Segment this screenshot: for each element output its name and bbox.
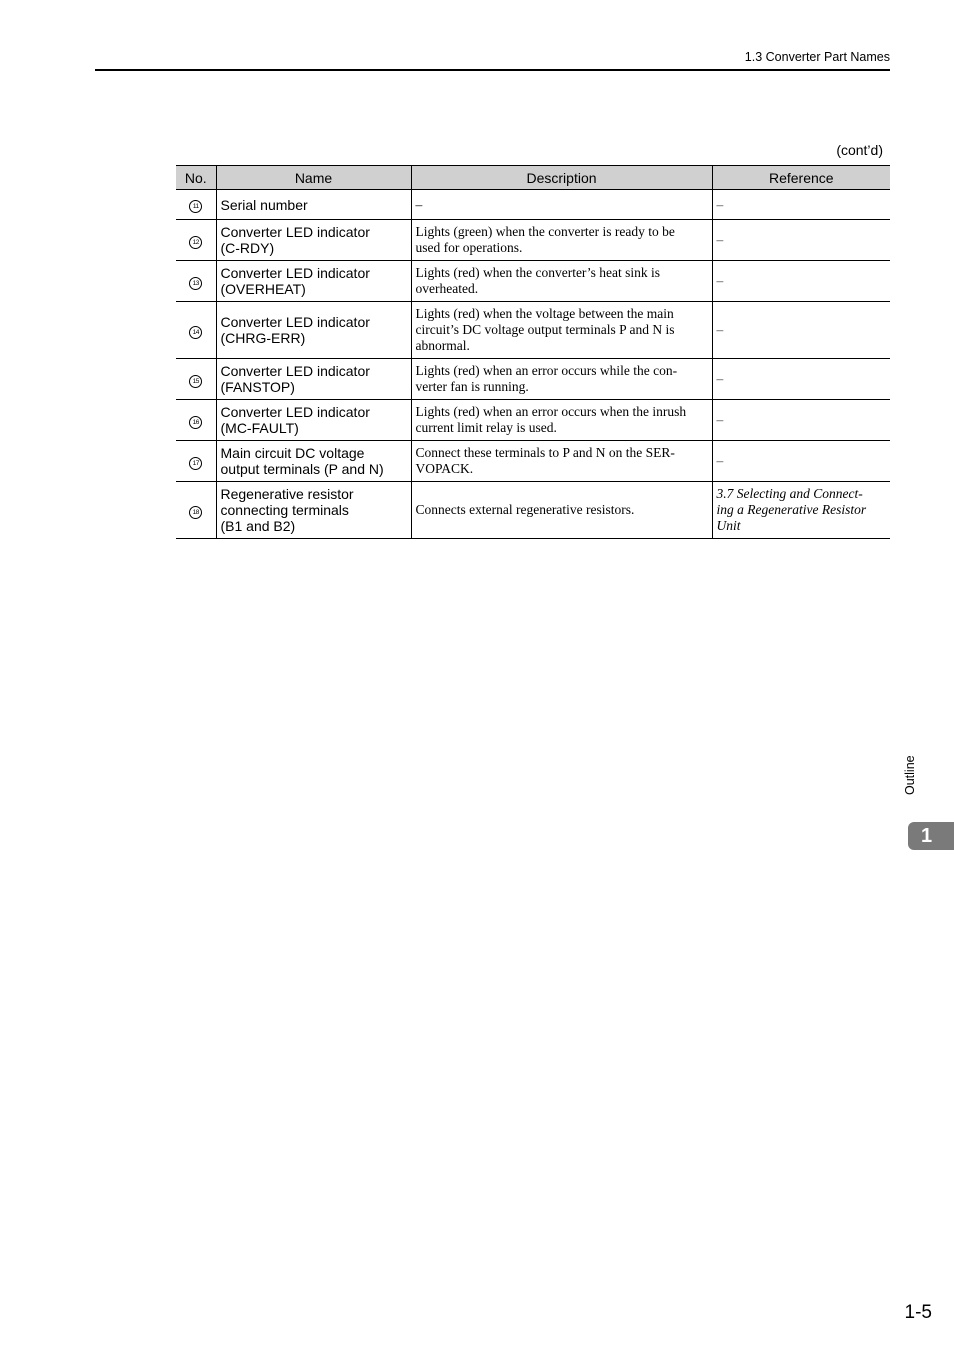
parts-table [176, 165, 890, 539]
description-cell [411, 190, 712, 220]
row-number-cell [176, 261, 216, 302]
name-cell-line: Converter LED indicator [220, 404, 370, 420]
table-row [176, 400, 890, 441]
col-header-description: Description [411, 166, 712, 190]
section-header: 1.3 Converter Part Names [744, 50, 890, 64]
name-cell-line: Converter LED indicator [220, 224, 370, 240]
col-header-name: Name [216, 166, 411, 190]
name-cell [216, 190, 411, 220]
table-row [176, 190, 890, 220]
reference-cell-line: ing a Regenerative Resistor [716, 502, 867, 517]
description-cell-line: Lights (red) when an error occurs while the con- [415, 363, 678, 378]
circled-number: 17 [189, 457, 202, 470]
reference-cell-line: – [716, 371, 724, 386]
reference-cell-line: – [716, 322, 724, 337]
row-number-cell [176, 220, 216, 261]
col-header-no: No. [176, 166, 216, 190]
circled-number: 14 [189, 326, 202, 339]
name-cell [216, 441, 411, 482]
name-cell-line: Main circuit DC voltage [220, 445, 365, 461]
reference-cell-line: – [716, 273, 724, 288]
row-number-cell [176, 359, 216, 400]
reference-cell [712, 302, 890, 359]
name-cell-line: Regenerative resistor [220, 486, 354, 502]
description-cell-line: circuit’s DC voltage output terminals P and N is [415, 322, 675, 337]
name-cell-line: output terminals (P and N) [220, 461, 384, 477]
name-cell [216, 482, 411, 539]
table-row [176, 359, 890, 400]
description-cell-line: Connect these terminals to P and N on the SER- [415, 445, 675, 460]
reference-cell [712, 220, 890, 261]
row-number-cell [176, 302, 216, 359]
circled-number: 11 [189, 200, 202, 213]
circled-number: 13 [189, 277, 202, 290]
name-cell [216, 302, 411, 359]
description-cell-line: Connects external regenerative resistors. [415, 502, 635, 517]
description-cell-line: current limit relay is used. [415, 420, 557, 435]
name-cell-line: Converter LED indicator [220, 314, 370, 330]
row-number-cell [176, 482, 216, 539]
name-cell-line: (FANSTOP) [220, 379, 295, 395]
table-row [176, 441, 890, 482]
name-cell [216, 400, 411, 441]
description-cell [411, 400, 712, 441]
table-header-row [176, 166, 890, 190]
col-header-reference: Reference [712, 166, 890, 190]
row-number-cell [176, 400, 216, 441]
description-cell-line: verter fan is running. [415, 379, 529, 394]
side-tab-label: Outline [903, 755, 917, 795]
description-cell-line: Lights (red) when an error occurs when the inrush [415, 404, 687, 419]
reference-cell [712, 400, 890, 441]
circled-number: 15 [189, 375, 202, 388]
reference-cell-line: 3.7 Selecting and Connect- [716, 486, 863, 501]
circled-number: 16 [189, 416, 202, 429]
table-body [176, 190, 890, 539]
reference-cell-line: – [716, 412, 724, 427]
description-cell-line: Lights (green) when the converter is ready to be [415, 224, 675, 239]
circled-number: 12 [189, 236, 202, 249]
description-cell-line: Lights (red) when the voltage between the main [415, 306, 674, 321]
name-cell [216, 220, 411, 261]
reference-cell [712, 190, 890, 220]
row-number-cell [176, 441, 216, 482]
name-cell-line: Converter LED indicator [220, 265, 370, 281]
name-cell-line: (OVERHEAT) [220, 281, 306, 297]
description-cell [411, 220, 712, 261]
name-cell-line: (MC-FAULT) [220, 420, 299, 436]
description-cell-line: abnormal. [415, 338, 470, 353]
name-cell-line: connecting terminals [220, 502, 349, 518]
reference-cell-line: – [716, 453, 724, 468]
description-cell [411, 302, 712, 359]
circled-number: 18 [189, 506, 202, 519]
row-number-cell [176, 190, 216, 220]
name-cell-line: Serial number [220, 196, 308, 213]
name-cell-line: (CHRG-ERR) [220, 330, 306, 346]
name-cell [216, 261, 411, 302]
table-row [176, 302, 890, 359]
reference-cell [712, 359, 890, 400]
description-cell [411, 482, 712, 539]
table-row [176, 261, 890, 302]
description-cell [411, 359, 712, 400]
contd-label: (cont’d) [836, 142, 883, 158]
reference-cell-line: Unit [716, 518, 741, 533]
reference-cell [712, 261, 890, 302]
name-cell-line: (C-RDY) [220, 240, 275, 256]
name-cell-line: Converter LED indicator [220, 363, 370, 379]
description-cell-line: – [415, 196, 423, 212]
description-cell-line: overheated. [415, 281, 479, 296]
description-cell-line: VOPACK. [415, 461, 474, 476]
table-row [176, 220, 890, 261]
description-cell-line: used for operations. [415, 240, 523, 255]
chapter-tab: 1 [908, 822, 954, 850]
description-cell [411, 441, 712, 482]
header-rule [95, 69, 890, 71]
description-cell-line: Lights (red) when the converter’s heat sink is [415, 265, 661, 280]
description-cell [411, 261, 712, 302]
reference-cell-line: – [716, 196, 724, 212]
name-cell [216, 359, 411, 400]
page-number: 1-5 [904, 1302, 932, 1323]
reference-cell [712, 482, 890, 539]
reference-cell-line: – [716, 232, 724, 247]
table-row [176, 482, 890, 539]
name-cell-line: (B1 and B2) [220, 518, 296, 534]
reference-cell [712, 441, 890, 482]
